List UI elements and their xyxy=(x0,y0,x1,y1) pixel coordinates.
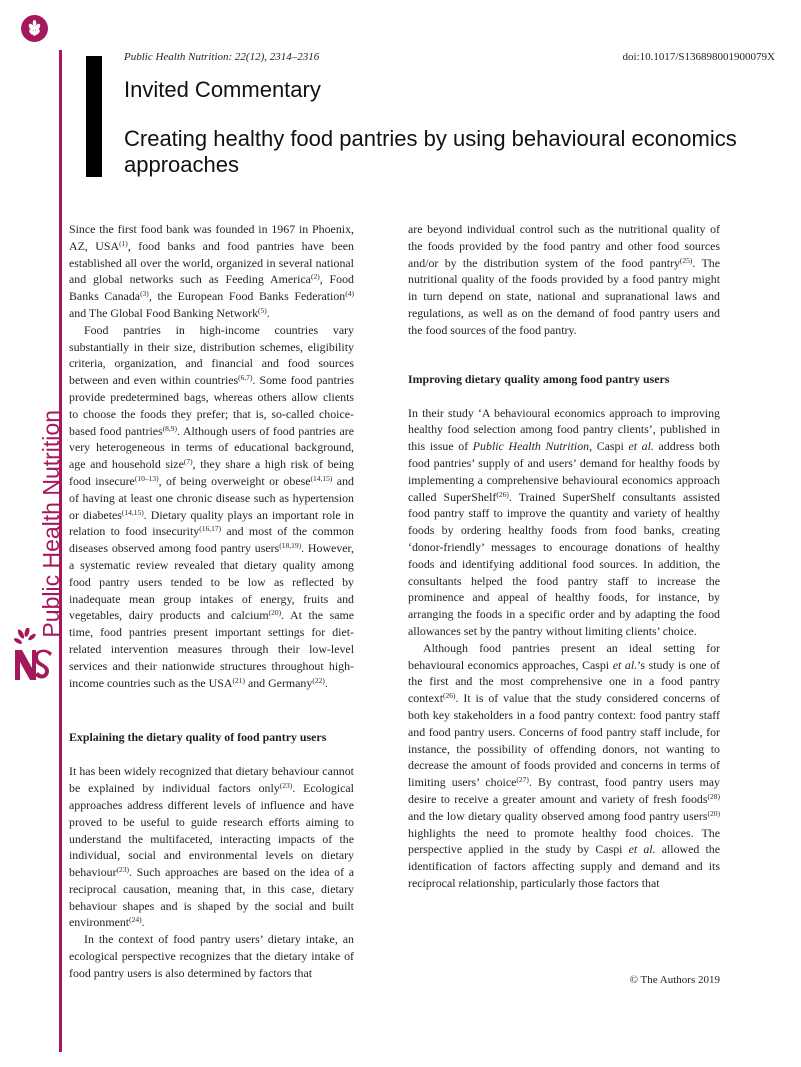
left-column xyxy=(69,221,354,982)
text-run: . xyxy=(266,305,270,320)
citation-ref[interactable]: (26) xyxy=(496,489,509,499)
text-run: . Some food pantries provide predetermined bags, whereas others allow clients to choose the foods they prefer; that is, so-called choice-based food pantries xyxy=(69,373,354,438)
text-run: and The Global Food Banking Network xyxy=(69,305,259,320)
text-run: . xyxy=(141,915,145,930)
text-run: Since the first food bank was founded in 1967 in Phoenix, AZ, USA xyxy=(69,222,354,253)
italic-text: et al. xyxy=(612,657,638,672)
citation-ref[interactable]: (4) xyxy=(345,289,354,299)
citation-ref[interactable]: (8,9) xyxy=(162,423,178,433)
text-run: . At the same time, food pantries present important settings for diet-related intervention measures through their low-level services and their nationwide structures throughout high-income countries such as the USA xyxy=(69,608,354,690)
text-run: allowed the identification of factors affecting supply and demand and its reciprocal relationship, particularly those factors that xyxy=(408,842,720,890)
citation-ref[interactable]: (25) xyxy=(679,255,693,265)
text-run: address both food pantries’ supply of and users’ demand for healthy foods by implementing a comprehensive behavioural economics approach called SuperShelf xyxy=(408,439,720,504)
text-run: , the European Food Banks Federation xyxy=(148,289,346,304)
text-run: , food banks and food pantries have been established all over the world, organized in several national and global networks such as Feeding America xyxy=(69,238,354,287)
text-run: and Germany xyxy=(244,675,313,690)
paragraph xyxy=(408,640,720,892)
text-run: . By contrast, food pantry users may desire to receive a greater amount and variety of fresh foods xyxy=(408,775,720,806)
paragraph xyxy=(408,221,720,339)
citation-ref[interactable]: (20) xyxy=(707,808,720,818)
text-run: In their study ‘A behavioural economics approach to improving healthy food selection among food pantry clients’, published in this issue of xyxy=(408,405,720,454)
citation-ref[interactable]: (20) xyxy=(268,608,282,618)
citation-ref[interactable]: (18,19) xyxy=(279,541,302,551)
citation-ref[interactable]: (3) xyxy=(140,289,149,299)
right-column xyxy=(408,221,720,892)
citation-ref[interactable]: (10–13) xyxy=(134,473,159,483)
text-run: highlights the need to promote healthy food choices. The perspective applied in the study by Caspi xyxy=(408,825,720,857)
italic-text: Public Health Nutrition xyxy=(472,439,590,454)
text-run: . xyxy=(324,675,328,690)
text-run: It has been widely recognized that dietary behaviour cannot be explained by individual factors only xyxy=(69,764,354,796)
section-heading: Explaining the dietary quality of food pantry users xyxy=(69,730,327,745)
citation-ref[interactable]: (27) xyxy=(516,775,529,785)
text-run: and of having at least one chronic disease such as hypertension or diabetes xyxy=(69,473,354,522)
text-run: , Caspi xyxy=(589,439,629,454)
title-accent-bar xyxy=(86,56,102,177)
ns-logo-icon xyxy=(12,628,52,682)
text-run: and the low dietary quality observed among food pantry users xyxy=(408,808,708,823)
text-run: . Ecological approaches address different levels of influence and have proved to be useful to guide research efforts aiming to understand the multifaceted, interacting impacts of the individual, social and environmental levels on dietary behaviour xyxy=(69,781,354,880)
citation-ref[interactable]: (14,15) xyxy=(310,473,333,483)
citation-ref[interactable]: (23) xyxy=(279,781,293,791)
section-heading: Improving dietary quality among food pantry users xyxy=(408,371,670,386)
citation-ref[interactable]: (16,17) xyxy=(199,524,222,534)
citation-ref[interactable]: (21) xyxy=(232,675,245,685)
citation-ref[interactable]: (23) xyxy=(116,865,130,875)
text-run: In the context of food pantry users’ dietary intake, an ecological perspective recognizes that the dietary intake of food pantry users is also determined by factors that xyxy=(69,932,354,980)
citation-ref[interactable]: (14,15) xyxy=(121,507,144,517)
journal-citation: Public Health Nutrition: 22(12), 2314–2316 xyxy=(124,51,320,63)
text-run: , of being overweight or obese xyxy=(158,473,311,488)
text-run: . It is of value that the study considered concerns of both key stakeholders in a food pantry context: food pantry staff and food pantry users. Concerns of food pantry staff include, for instance, the possibility of offending donors, not wanting to decrease the amount of foods provided and concerns in terms of limiting users’ choice xyxy=(408,691,720,790)
citation-ref[interactable]: (28) xyxy=(707,791,720,801)
citation-ref[interactable]: (2) xyxy=(310,272,320,282)
copyright: © The Authors 2019 xyxy=(629,974,720,986)
text-run: and most of the common diseases observed among food pantry users xyxy=(69,524,354,556)
article-title: Creating healthy food pantries by using behavioural economics approaches xyxy=(124,126,737,177)
citation-ref[interactable]: (1) xyxy=(119,238,128,248)
citation-ref[interactable]: (26) xyxy=(443,691,456,701)
italic-text: et al. xyxy=(628,842,656,857)
citation-ref[interactable]: (5) xyxy=(258,305,267,315)
text-run: . However, a systematic review revealed that dietary quality among food pantry users tended to be low as reflected by inadequate mean group intakes of energy, fruits and vegetables, dairy products and calcium xyxy=(69,541,354,623)
paragraph xyxy=(69,763,354,931)
text-run: Although food pantries present an ideal setting for behavioural economics approaches, Caspi xyxy=(408,640,720,672)
italic-text: et al. xyxy=(628,439,654,454)
text-run: ’s study is one of the first and the most comprehensive one in a food pantry context xyxy=(408,657,721,706)
text-run: . Trained SuperShelf consultants assisted food pantry staff to improve the quantity and variety of healthy foods by ordering healthy foods from food banks, creating ‘donor-friendly’ messages to encourage donations of healthy foods and identifying additional food sources. In addition, the consultants helped the food pantry staff to increase the prominence and appeal of healthy foods, for instance, by arranging the foods in a specific order and by adapting the food allowances set by the pantry without limiting clients’ choice. xyxy=(408,489,720,638)
text-run: . Dietary quality plays an important role in relation to food insecurity xyxy=(69,507,354,539)
text-run: Food pantries in high-income countries vary substantially in their size, distribution schemes, eligibility criteria, organization, and financial and food sources between and even within countries xyxy=(69,322,354,388)
paragraph xyxy=(69,931,354,981)
citation-ref[interactable]: (6,7) xyxy=(238,373,253,383)
citation-ref[interactable]: (24) xyxy=(129,915,142,925)
citation-ref[interactable]: (7) xyxy=(183,457,193,467)
citation-ref[interactable]: (22) xyxy=(312,675,325,685)
text-run: are beyond individual control such as the nutritional quality of the foods provided by the food pantry and other food sources and/or by the distribution system of the food pantry xyxy=(408,222,720,270)
paragraph xyxy=(69,221,354,322)
paragraph xyxy=(69,322,354,692)
publisher-logo-icon xyxy=(21,15,48,42)
paragraph xyxy=(408,405,720,640)
text-run: . Such approaches are based on the idea of a reciprocal causation, meaning that, in this case, dietary behaviour shapes and is shaped by the social and built environment xyxy=(69,865,354,930)
text-run: . Although users of food pantries are very heterogeneous in terms of educational background, age and household size xyxy=(69,423,354,472)
journal-side-title: Public Health Nutrition xyxy=(38,410,64,638)
doi[interactable]: doi:10.1017/S136898001900079X xyxy=(622,51,775,63)
text-run: . The nutritional quality of the foods provided by a food pantry might in turn depend on state, national and supranational laws and regulations, as well as on the demand of food pantry users and the food sources of the food pantry. xyxy=(408,255,720,337)
text-run: , they share a high risk of being food insecure xyxy=(69,457,354,488)
section-label: Invited Commentary xyxy=(124,77,321,102)
text-run: , Food Banks Canada xyxy=(69,272,354,304)
